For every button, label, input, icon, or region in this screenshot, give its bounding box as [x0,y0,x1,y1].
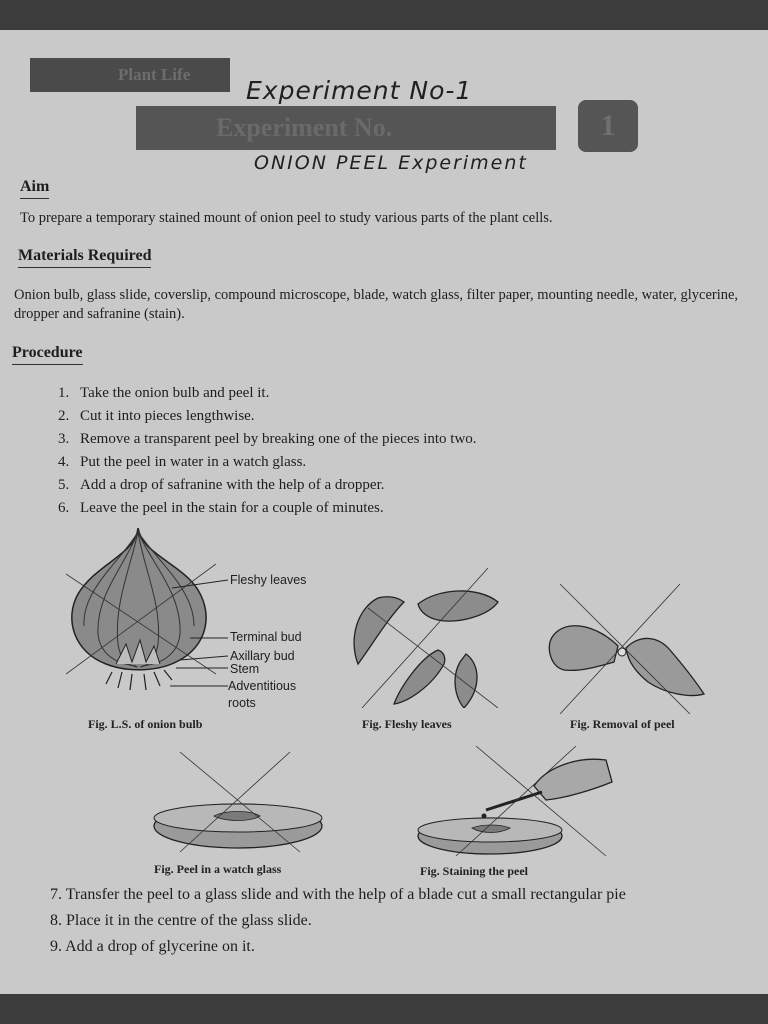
label-fleshy-leaves: Fleshy leaves [230,573,307,587]
label-stem: Stem [230,662,260,676]
procedure-steps [58,382,477,520]
fleshy-leaves-illustration [348,568,508,708]
caption-watch-glass: Fig. Peel in a watch glass [154,862,282,876]
list-item: 8. Place it in the centre of the glass slide. [50,912,312,929]
label-terminal-bud: Terminal bud [230,630,302,644]
experiment-number-badge: 1 [578,100,638,152]
label-axillary-bud: Axillary bud [230,649,295,663]
handwritten-subtitle: ONION PEEL Experiment [254,152,528,174]
list-item: 7. Transfer the peel to a glass slide and with the help of a blade cut a small rectangular pie [50,886,626,903]
aim-heading: Aim [20,178,49,199]
list-item: 2. Cut it into pieces lengthwise. [58,408,255,424]
list-item: 1. Take the onion bulb and peel it. [58,385,270,401]
materials-text: Onion bulb, glass slide, coverslip, compound microscope, blade, watch glass, filter paper, mounting needle, water, glycerine, dropper and safranine (stain). [14,287,739,322]
procedure-heading: Procedure [12,344,83,365]
list-item: 9. Add a drop of glycerine on it. [50,938,255,955]
list-item: 3. Remove a transparent peel by breaking one of the pieces into two. [58,431,477,447]
aim-text: To prepare a temporary stained mount of onion peel to study various parts of the plant cells. [20,210,553,226]
materials-heading: Materials Required [18,247,151,268]
experiment-banner: Experiment No. [136,106,556,150]
list-item: 5. Add a drop of safranine with the help of a dropper. [58,477,385,493]
watch-glass-illustration [150,752,326,856]
peel-removal-illustration [540,584,710,714]
onion-label-leader-lines [170,570,230,690]
label-roots: roots [228,696,256,710]
caption-removal-peel: Fig. Removal of peel [570,717,675,731]
caption-fleshy-leaves: Fig. Fleshy leaves [362,717,452,731]
label-adventitious: Adventitious [228,679,297,693]
textbook-page [0,30,768,994]
list-item: 4. Put the peel in water in a watch glass. [58,454,307,470]
staining-illustration [416,746,616,858]
list-item: 6. Leave the peel in the stain for a couple of minutes. [58,500,384,516]
caption-ls-onion: Fig. L.S. of onion bulb [88,717,203,731]
caption-staining: Fig. Staining the peel [420,864,529,878]
procedure-steps-continued [28,882,626,960]
chapter-tag: Plant Life [30,58,230,92]
handwritten-title: Experiment No-1 [246,76,473,105]
